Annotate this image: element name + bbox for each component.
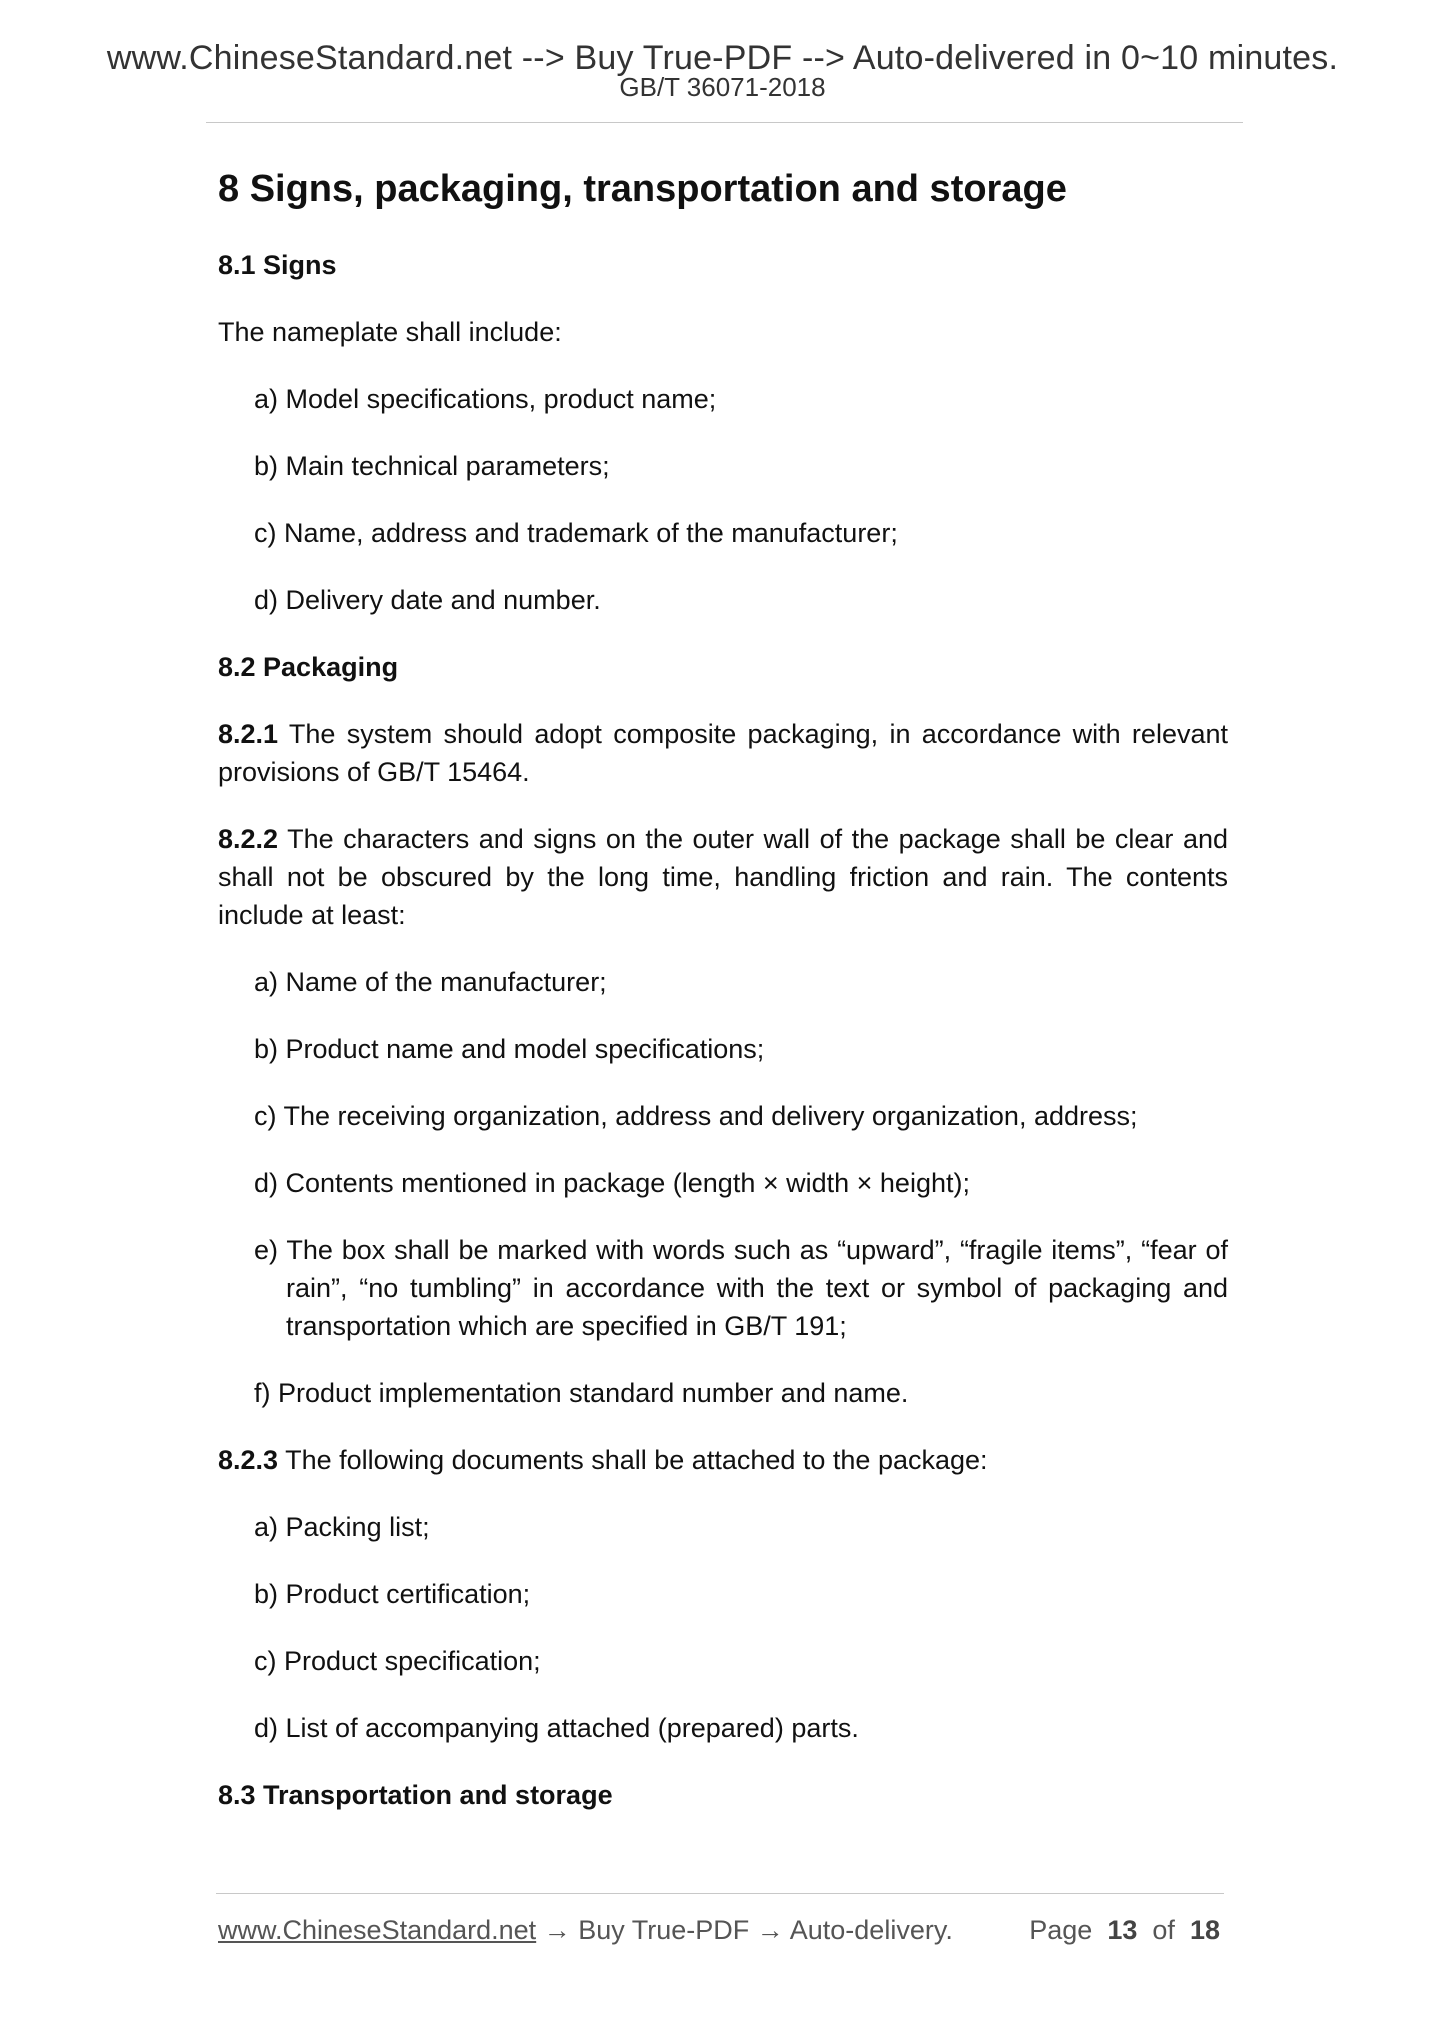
page-number <box>1029 1913 1220 1947</box>
list-item <box>254 581 1228 619</box>
list-item <box>254 1164 1228 1202</box>
clause-8-2-3 <box>218 1441 1228 1479</box>
list-item <box>254 1508 1228 1546</box>
list-marker: b) <box>254 1034 279 1064</box>
list-item-text: Product name and model specifications; <box>285 1034 765 1064</box>
list-item-text: Contents mentioned in package (length × width × height); <box>285 1168 970 1198</box>
list-marker: c) <box>254 518 277 548</box>
header-divider <box>206 122 1243 123</box>
list-marker: a) <box>254 967 279 997</box>
list-marker: b) <box>254 1579 279 1609</box>
clause-number: 8.2.2 <box>218 824 279 854</box>
list-item <box>254 1374 1228 1412</box>
page-total: 18 <box>1189 1915 1220 1945</box>
section-8-1-heading: 8.1 Signs <box>218 250 337 280</box>
section-8-title: 8 Signs, packaging, transportation and storage <box>218 168 1067 210</box>
list-item <box>254 1030 1228 1068</box>
top-banner: www.ChineseStandard.net --> Buy True-PDF --> Auto-delivered in 0~10 minutes. <box>106 39 1339 77</box>
list-item-text: Product certification; <box>285 1579 531 1609</box>
list-marker: a) <box>254 1512 279 1542</box>
list-item <box>254 380 1228 418</box>
list-item-text: Product implementation standard number and name. <box>278 1378 909 1408</box>
section-8-3-heading: 8.3 Transportation and storage <box>218 1780 613 1810</box>
list-item-text: The receiving organization, address and delivery organization, address; <box>283 1101 1138 1131</box>
footer-divider <box>216 1893 1224 1894</box>
list-marker: f) <box>254 1378 271 1408</box>
list-item-text: Delivery date and number. <box>285 585 601 615</box>
footer-website-link[interactable]: www.ChineseStandard.net <box>218 1915 537 1945</box>
list-marker: b) <box>254 451 279 481</box>
list-item-text: Name of the manufacturer; <box>285 967 607 997</box>
page-current: 13 <box>1107 1915 1138 1945</box>
list-marker: a) <box>254 384 279 414</box>
of-label: of <box>1152 1915 1175 1945</box>
list-marker: d) <box>254 1713 279 1743</box>
clause-text: The characters and signs on the outer wall of the package shall be clear and shall not be obscured by the long time, handling friction and rain. The contents include at least: <box>218 824 1228 930</box>
list-item-text: Product specification; <box>284 1646 541 1676</box>
list-item <box>254 1097 1228 1135</box>
nameplate-intro: The nameplate shall include: <box>218 317 562 347</box>
list-item <box>254 1575 1228 1613</box>
clause-number: 8.2.1 <box>218 719 279 749</box>
list-item-text: Name, address and trademark of the manufacturer; <box>284 518 898 548</box>
list-item-text: Model specifications, product name; <box>285 384 717 414</box>
clause-number: 8.2.3 <box>218 1445 279 1475</box>
clause-8-2-1 <box>218 715 1228 791</box>
page-footer <box>218 1913 1228 1947</box>
clause-text: The system should adopt composite packaging, in accordance with relevant provisions of GB/T 15464. <box>218 719 1228 787</box>
list-item <box>254 963 1228 1001</box>
list-marker: c) <box>254 1646 277 1676</box>
footer-tagline: → Buy True-PDF → Auto-delivery. <box>543 1915 953 1945</box>
list-item-text: Main technical parameters; <box>285 451 610 481</box>
list-item-text: List of accompanying attached (prepared) parts. <box>285 1713 859 1743</box>
list-marker: d) <box>254 1168 279 1198</box>
clause-8-2-2 <box>218 820 1228 934</box>
list-marker: e) <box>254 1235 279 1265</box>
list-item <box>254 514 1228 552</box>
list-marker: c) <box>254 1101 277 1131</box>
list-item <box>254 447 1228 485</box>
clause-text: The following documents shall be attached to the package: <box>285 1445 988 1475</box>
list-item <box>254 1709 1228 1747</box>
list-item-text: Packing list; <box>285 1512 430 1542</box>
page-label: Page <box>1029 1915 1093 1945</box>
section-8-2-heading: 8.2 Packaging <box>218 652 399 682</box>
list-item-text: The box shall be marked with words such as “upward”, “fragile items”, “fear of rain”, “no tumbling” in accordance with the text or symbol of packaging and transportation which are specified in GB/T 191; <box>286 1235 1228 1341</box>
list-item <box>254 1642 1228 1680</box>
list-marker: d) <box>254 585 279 615</box>
document-code: GB/T 36071-2018 <box>619 72 826 102</box>
list-item <box>254 1231 1228 1345</box>
document-body <box>218 166 1228 1843</box>
